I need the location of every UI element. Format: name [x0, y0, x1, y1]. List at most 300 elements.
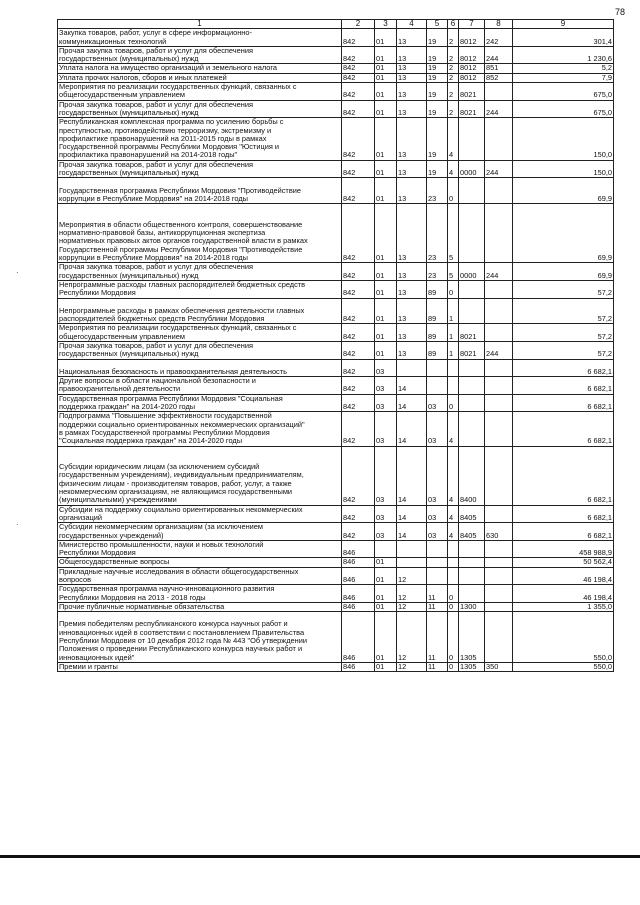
description-line: Подпрограмма "Повышение эффективности государственной — [59, 411, 272, 421]
code-expense-type: 852 — [485, 73, 513, 82]
table-row — [58, 178, 614, 204]
description-line: нормативных правовых актов органов государственной власти в рамках — [59, 236, 308, 246]
description-line: Прочая закупка товаров, работ и услуг для обеспечения — [59, 160, 253, 169]
description-line: Министерство промышленности, науки и новых технологий — [59, 540, 264, 549]
code-expense-type — [485, 83, 513, 101]
header-cell: 4 — [397, 20, 427, 29]
code-subsection: 13 — [397, 204, 427, 263]
code-section: 01 — [375, 612, 397, 663]
code-subsection: 13 — [397, 29, 427, 47]
row-description — [58, 662, 342, 671]
table-row — [58, 567, 614, 585]
code-subprogram: 2 — [448, 73, 459, 82]
code-subprogram: 2 — [448, 46, 459, 64]
code-program: 11 — [427, 662, 448, 671]
description-line: Непрограммные расходы в рамках обеспечения деятельности главных — [59, 305, 305, 315]
code-subsection: 13 — [397, 298, 427, 324]
row-description — [58, 73, 342, 82]
code-program — [427, 567, 448, 585]
amount-cell: 57,2 — [513, 324, 614, 342]
code-item: 8021 — [459, 324, 485, 342]
table-row — [58, 324, 614, 342]
amount-cell: 458 988,9 — [513, 540, 614, 558]
code-admin: 842 — [342, 324, 375, 342]
row-description — [58, 64, 342, 73]
code-expense-type: 244 — [485, 341, 513, 359]
code-expense-type — [485, 602, 513, 611]
code-item — [459, 298, 485, 324]
code-admin: 842 — [342, 263, 375, 281]
code-item — [459, 558, 485, 567]
code-expense-type — [485, 567, 513, 585]
row-description — [58, 341, 342, 359]
code-item: 8021 — [459, 341, 485, 359]
code-admin: 842 — [342, 394, 375, 412]
row-description — [58, 377, 342, 395]
description-line: Закупка товаров, работ, услуг в сфере информационно- — [59, 28, 252, 38]
header-cell: 9 — [513, 20, 614, 29]
code-admin: 842 — [342, 412, 375, 446]
amount-cell: 7,9 — [513, 73, 614, 82]
amount-cell: 6 682,1 — [513, 523, 614, 541]
code-subprogram: 0 — [448, 585, 459, 603]
scan-mark: · — [16, 520, 19, 529]
scan-edge-rule — [0, 855, 640, 858]
code-item — [459, 178, 485, 204]
code-admin: 846 — [342, 540, 375, 558]
code-subsection: 13 — [397, 83, 427, 101]
code-item — [459, 585, 485, 603]
code-section: 01 — [375, 83, 397, 101]
code-section: 01 — [375, 73, 397, 82]
page-number: 78 — [615, 7, 626, 17]
table-row — [58, 612, 614, 663]
code-admin: 846 — [342, 558, 375, 567]
code-subsection: 14 — [397, 377, 427, 395]
code-admin: 846 — [342, 662, 375, 671]
description-line: Мероприятия в области общественного контроля, совершенствование — [59, 219, 303, 229]
table-row — [58, 585, 614, 603]
code-section: 01 — [375, 204, 397, 263]
code-subsection: 14 — [397, 394, 427, 412]
row-description — [58, 359, 342, 377]
row-description — [58, 204, 342, 263]
code-program: 11 — [427, 602, 448, 611]
code-subsection: 14 — [397, 505, 427, 523]
table-row — [58, 100, 614, 118]
description-line: коммуникационных технологий — [59, 36, 167, 46]
table-body — [58, 20, 614, 672]
description-line: Мероприятия по реализации государственных функций, связанных с — [59, 323, 297, 333]
code-subsection: 13 — [397, 73, 427, 82]
description-line: Национальная безопасность и правоохранительная деятельность — [59, 366, 287, 376]
code-expense-type — [485, 377, 513, 395]
code-subprogram: 4 — [448, 505, 459, 523]
description-line: поддержки социально ориентированных некоммерческих организаций" — [59, 419, 305, 429]
description-line: государственных (муниципальных) нужд — [59, 270, 199, 280]
description-line: Республиканская комплексная программа по усилению борьбы с — [59, 117, 284, 127]
amount-cell: 69,9 — [513, 178, 614, 204]
code-program: 23 — [427, 178, 448, 204]
amount-cell: 69,9 — [513, 204, 614, 263]
code-program — [427, 540, 448, 558]
description-line: Премия победителям республиканского конкурса научных работ и — [59, 619, 288, 629]
code-item: 1305 — [459, 612, 485, 663]
code-item: 0000 — [459, 160, 485, 178]
table-row — [58, 118, 614, 160]
description-line: коррупции в Республике Мордовия" на 2014-2018 годы — [59, 193, 248, 203]
code-subprogram: 0 — [448, 602, 459, 611]
description-line: (муниципальными) учреждениями — [59, 495, 177, 505]
table-row — [58, 29, 614, 47]
code-subsection: 14 — [397, 412, 427, 446]
code-program: 19 — [427, 29, 448, 47]
description-line — [59, 447, 340, 455]
code-program: 19 — [427, 100, 448, 118]
code-subprogram: 0 — [448, 394, 459, 412]
row-description — [58, 505, 342, 523]
code-subsection: 13 — [397, 64, 427, 73]
description-line: Республики Мордовия — [59, 548, 136, 558]
amount-cell: 150,0 — [513, 160, 614, 178]
code-subprogram: 0 — [448, 662, 459, 671]
code-subprogram: 2 — [448, 100, 459, 118]
description-line: Непрограммные расходы главных распорядителей бюджетных средств — [59, 280, 306, 289]
amount-cell: 57,2 — [513, 341, 614, 359]
description-line: вопросов — [59, 575, 91, 584]
code-admin: 842 — [342, 160, 375, 178]
code-item: 8012 — [459, 29, 485, 47]
code-subprogram: 4 — [448, 118, 459, 160]
code-subprogram — [448, 359, 459, 377]
table-row — [58, 446, 614, 505]
code-section: 01 — [375, 29, 397, 47]
header-cell: 1 — [58, 20, 342, 29]
code-subprogram — [448, 567, 459, 585]
code-item: 1305 — [459, 662, 485, 671]
description-line: государственным учреждениям), индивидуальным предпринимателям, — [59, 470, 304, 480]
description-line: Государственной программы Республики Мордовия "Юстиция и — [59, 142, 280, 152]
code-admin: 842 — [342, 46, 375, 64]
description-line: некоммерческим организациям, не являющимся государственными — [59, 487, 293, 497]
description-line: преступностью, противодействию терроризму, экстремизму и — [59, 125, 272, 135]
description-line: Премии и гранты — [59, 662, 118, 671]
code-expense-type — [485, 280, 513, 298]
code-section: 01 — [375, 100, 397, 118]
description-line: профилактика правонарушений на 2014-2018 годы" — [59, 150, 238, 160]
code-item — [459, 359, 485, 377]
code-section: 01 — [375, 585, 397, 603]
description-line: Мероприятия по реализации государственных функций, связанных с — [59, 82, 297, 92]
amount-cell: 550,0 — [513, 612, 614, 663]
code-admin: 846 — [342, 567, 375, 585]
row-description — [58, 612, 342, 663]
code-section: 01 — [375, 558, 397, 567]
code-admin: 842 — [342, 505, 375, 523]
code-item — [459, 118, 485, 160]
row-description — [58, 160, 342, 178]
code-expense-type — [485, 540, 513, 558]
code-subprogram: 0 — [448, 178, 459, 204]
code-program: 03 — [427, 505, 448, 523]
code-item — [459, 204, 485, 263]
table-row — [58, 73, 614, 82]
code-item — [459, 377, 485, 395]
amount-cell: 57,2 — [513, 280, 614, 298]
description-line: государственных (муниципальных) нужд — [59, 54, 199, 64]
description-line: государственных учреждений) — [59, 530, 164, 540]
code-subprogram: 0 — [448, 612, 459, 663]
code-admin: 842 — [342, 377, 375, 395]
row-description — [58, 46, 342, 64]
description-line: государственных (муниципальных) нужд — [59, 107, 199, 117]
code-item — [459, 540, 485, 558]
code-item — [459, 567, 485, 585]
scan-mark: · — [16, 268, 19, 277]
code-subsection — [397, 558, 427, 567]
table-row — [58, 204, 614, 263]
amount-cell: 675,0 — [513, 83, 614, 101]
amount-cell: 301,4 — [513, 29, 614, 47]
code-subsection: 12 — [397, 567, 427, 585]
description-line: Государственная программа Республики Мордовия "Социальная — [59, 394, 283, 403]
table-row — [58, 341, 614, 359]
code-section: 01 — [375, 178, 397, 204]
code-subsection: 12 — [397, 602, 427, 611]
amount-cell: 46 198,4 — [513, 567, 614, 585]
amount-cell: 6 682,1 — [513, 359, 614, 377]
row-description — [58, 263, 342, 281]
description-line: государственных (муниципальных) нужд — [59, 349, 199, 359]
code-expense-type — [485, 324, 513, 342]
table-row — [58, 540, 614, 558]
code-subsection: 13 — [397, 118, 427, 160]
table-row — [58, 160, 614, 178]
description-line: Республики Мордовия на 2013 - 2018 годы — [59, 592, 206, 602]
amount-cell: 6 682,1 — [513, 394, 614, 412]
code-admin: 842 — [342, 280, 375, 298]
description-line: правоохранительной деятельности — [59, 384, 181, 394]
table-row — [58, 298, 614, 324]
row-description — [58, 280, 342, 298]
code-item: 8012 — [459, 46, 485, 64]
table-row — [58, 263, 614, 281]
code-subprogram: 0 — [448, 280, 459, 298]
description-line: Прочая закупка товаров, работ и услуг для обеспечения — [59, 262, 253, 272]
description-line: Общегосударственные вопросы — [59, 557, 170, 567]
code-admin: 842 — [342, 118, 375, 160]
code-program — [427, 558, 448, 567]
description-line: Другие вопросы в области национальной безопасности и — [59, 376, 256, 386]
code-subprogram: 4 — [448, 160, 459, 178]
code-expense-type — [485, 412, 513, 446]
code-program: 89 — [427, 341, 448, 359]
code-program: 19 — [427, 83, 448, 101]
code-section: 03 — [375, 394, 397, 412]
code-section: 01 — [375, 324, 397, 342]
code-expense-type — [485, 359, 513, 377]
code-section: 01 — [375, 298, 397, 324]
code-admin: 842 — [342, 359, 375, 377]
code-item: 8021 — [459, 83, 485, 101]
code-admin: 846 — [342, 612, 375, 663]
code-admin: 842 — [342, 83, 375, 101]
code-subsection: 13 — [397, 100, 427, 118]
code-subprogram: 5 — [448, 263, 459, 281]
code-expense-type: 244 — [485, 263, 513, 281]
description-line: Прикладные научные исследования в области общегосударственных — [59, 567, 299, 576]
code-admin: 842 — [342, 100, 375, 118]
description-line: Республики Мордовия от 10 декабря 2012 года № 443 "Об утверждении — [59, 636, 307, 646]
amount-cell: 5,2 — [513, 64, 614, 73]
description-line: в рамках Государственной программы Республики Мордовия — [59, 427, 270, 437]
code-subprogram: 4 — [448, 446, 459, 505]
code-program: 03 — [427, 394, 448, 412]
code-subsection: 13 — [397, 178, 427, 204]
code-program: 89 — [427, 298, 448, 324]
code-admin: 846 — [342, 602, 375, 611]
description-line: Уплата налога на имущество организаций и земельного налога — [59, 63, 277, 73]
code-subsection — [397, 540, 427, 558]
code-admin: 842 — [342, 523, 375, 541]
code-program: 19 — [427, 118, 448, 160]
code-expense-type — [485, 446, 513, 505]
code-expense-type — [485, 612, 513, 663]
table-header-row — [58, 20, 614, 29]
description-line: Республики Мордовия — [59, 288, 136, 298]
code-subprogram — [448, 377, 459, 395]
code-expense-type — [485, 585, 513, 603]
code-item — [459, 394, 485, 412]
code-expense-type: 244 — [485, 100, 513, 118]
description-line: общегосударственным управлением — [59, 90, 185, 100]
code-admin: 842 — [342, 446, 375, 505]
code-subprogram: 4 — [448, 412, 459, 446]
code-subsection: 13 — [397, 341, 427, 359]
table-row — [58, 46, 614, 64]
code-subsection: 13 — [397, 160, 427, 178]
row-description — [58, 178, 342, 204]
code-admin: 842 — [342, 73, 375, 82]
code-program: 03 — [427, 523, 448, 541]
row-description — [58, 558, 342, 567]
table-row — [58, 64, 614, 73]
code-section: 01 — [375, 64, 397, 73]
code-section: 01 — [375, 341, 397, 359]
description-line: Субсидии на поддержку социально ориентированных некоммерческих — [59, 505, 303, 514]
code-expense-type — [485, 118, 513, 160]
row-description — [58, 585, 342, 603]
table-row — [58, 377, 614, 395]
description-line: "Социальная поддержка граждан" на 2014-2020 годы — [59, 436, 243, 446]
code-program: 19 — [427, 160, 448, 178]
code-subprogram: 2 — [448, 64, 459, 73]
table-row — [58, 505, 614, 523]
code-admin: 842 — [342, 298, 375, 324]
description-line: Субсидии некоммерческим организациям (за исключением — [59, 522, 263, 532]
code-subsection: 13 — [397, 324, 427, 342]
code-program: 89 — [427, 324, 448, 342]
code-section: 01 — [375, 280, 397, 298]
code-subsection: 13 — [397, 263, 427, 281]
code-expense-type — [485, 558, 513, 567]
amount-cell: 675,0 — [513, 100, 614, 118]
code-program: 19 — [427, 46, 448, 64]
code-section: 01 — [375, 118, 397, 160]
code-subprogram: 4 — [448, 523, 459, 541]
code-subprogram: 2 — [448, 83, 459, 101]
code-section: 01 — [375, 46, 397, 64]
code-expense-type: 244 — [485, 160, 513, 178]
amount-cell: 1 230,6 — [513, 46, 614, 64]
code-admin: 842 — [342, 64, 375, 73]
code-subsection: 13 — [397, 46, 427, 64]
code-expense-type — [485, 298, 513, 324]
code-program: 11 — [427, 612, 448, 663]
code-expense-type: 244 — [485, 46, 513, 64]
header-cell: 8 — [485, 20, 513, 29]
row-description — [58, 602, 342, 611]
code-expense-type — [485, 178, 513, 204]
table-row — [58, 558, 614, 567]
table-row — [58, 280, 614, 298]
row-description — [58, 118, 342, 160]
amount-cell: 50 562,4 — [513, 558, 614, 567]
code-section: 01 — [375, 662, 397, 671]
description-line: профилактике правонарушений на 2011-2015 годы в рамках — [59, 133, 267, 143]
row-description — [58, 29, 342, 47]
table-row — [58, 83, 614, 101]
description-line: Прочая закупка товаров, работ и услуг для обеспечения — [59, 341, 253, 350]
code-program: 89 — [427, 280, 448, 298]
code-admin: 846 — [342, 585, 375, 603]
code-item: 8405 — [459, 505, 485, 523]
description-line: государственных (муниципальных) нужд — [59, 168, 199, 178]
description-line: нормативно-правовой базы, антикоррупционная экспертиза — [59, 228, 266, 238]
amount-cell: 46 198,4 — [513, 585, 614, 603]
row-description — [58, 324, 342, 342]
amount-cell: 6 682,1 — [513, 412, 614, 446]
budget-table — [57, 19, 614, 672]
description-line: Прочие публичные нормативные обязательства — [59, 602, 225, 611]
row-description — [58, 523, 342, 541]
code-subprogram: 1 — [448, 324, 459, 342]
header-cell: 6 — [448, 20, 459, 29]
code-program: 19 — [427, 64, 448, 73]
code-admin: 842 — [342, 341, 375, 359]
code-section — [375, 540, 397, 558]
code-section: 03 — [375, 523, 397, 541]
code-item: 8400 — [459, 446, 485, 505]
code-subprogram: 2 — [448, 29, 459, 47]
amount-cell: 1 355,0 — [513, 602, 614, 611]
code-expense-type — [485, 204, 513, 263]
header-cell: 5 — [427, 20, 448, 29]
code-subsection: 12 — [397, 585, 427, 603]
code-subsection: 14 — [397, 446, 427, 505]
code-expense-type — [485, 505, 513, 523]
code-subprogram — [448, 540, 459, 558]
description-line: Прочая закупка товаров, работ и услуг для обеспечения — [59, 46, 253, 55]
code-program — [427, 359, 448, 377]
description-line: Государственной программы Республики Мордовия "Противодействие — [59, 244, 303, 254]
code-expense-type: 350 — [485, 662, 513, 671]
code-subprogram: 1 — [448, 341, 459, 359]
row-description — [58, 540, 342, 558]
code-subprogram — [448, 558, 459, 567]
row-description — [58, 83, 342, 101]
code-program: 03 — [427, 446, 448, 505]
